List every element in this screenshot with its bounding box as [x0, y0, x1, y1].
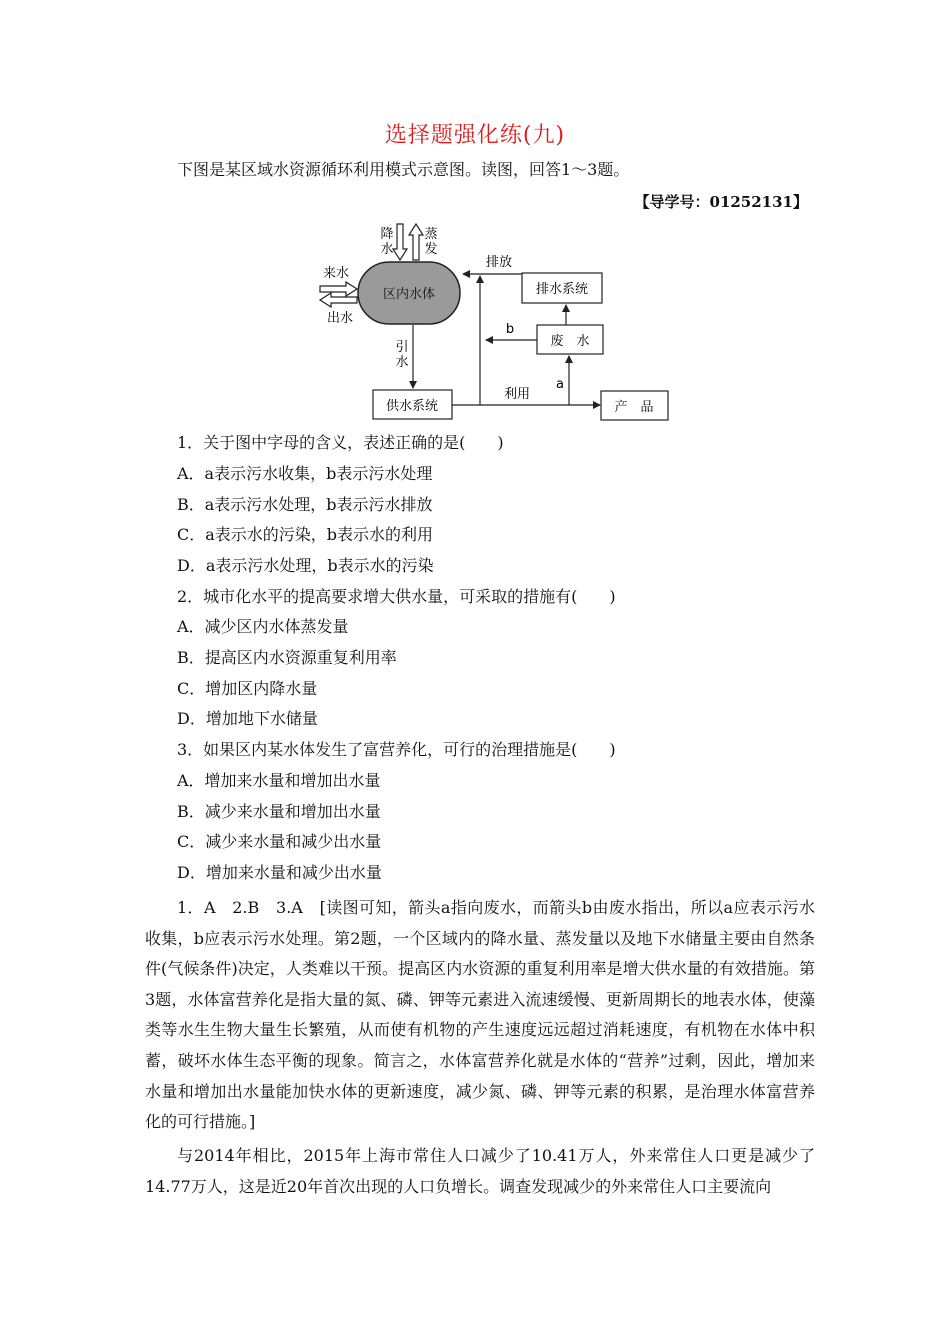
question-2-option-d: D．增加地下水储量 — [177, 709, 318, 728]
question-2-option-b: B．提高区内水资源重复利用率 — [177, 648, 397, 667]
question-3-option-d: D．增加来水量和减少出水量 — [177, 863, 382, 882]
b-label: b — [505, 322, 515, 337]
evaporation-arrow — [409, 224, 423, 260]
question-3-option-c: C．减少来水量和减少出水量 — [177, 832, 382, 851]
question-3-option-a: A．增加来水量和增加出水量 — [177, 771, 381, 790]
evaporation-label-2: 发 — [424, 242, 438, 257]
evaporation-label-1: 蒸 — [424, 227, 438, 242]
discharge-label: 排放 — [485, 255, 513, 270]
question-1-option-c: C．a表示水的污染，b表示水的利用 — [177, 525, 434, 544]
precipitation-arrow — [393, 224, 407, 260]
inflow-label: 来水 — [322, 266, 350, 281]
answer-text: 1．A 2.B 3.A [读图可知，箭头a指向废水，而箭头b由废水指出，所以a应表示污水收集，b应表示污水处理。第2题，一个区域内的降水量、蒸发量以及地下水储量主要由自然条件(气候条件)决定，人类难以干预。提高区内水资源的重复利用率是增大供水量的有效措施。第3题，水体富营养化是指大量的氮、磷、钾等元素进入流速缓慢、更新周期长的地表水体，使藻类等水生生物大量生长繁殖，从而使有机物的产生速度远远超过消耗速度，有机物在水体中积蓄，破坏水体生态平衡的现象。简言之，水体富营养化就是水体的“营养”过剩，因此，增加来水量和增加出水量能加快水体的更新速度，减少氮、磷、钾等元素的积累，是治理水体富营养化的可行措施。] — [145, 898, 815, 1132]
question-1-stem: 1．关于图中字母的含义，表述正确的是( ) — [177, 433, 504, 452]
question-1-option-a: A．a表示污水收集，b表示污水处理 — [177, 464, 433, 483]
water-cycle-diagram — [310, 218, 680, 424]
page-title: 选择题强化练(九) — [384, 123, 566, 148]
inflow-arrow — [320, 282, 357, 296]
draw-water-label-1: 引 — [395, 340, 409, 355]
question-2-option-c: C．增加区内降水量 — [177, 679, 318, 698]
drainage-system-label: 排水系统 — [535, 282, 589, 297]
question-1-option-b: B．a表示污水处理，b表示污水排放 — [177, 495, 433, 514]
precipitation-label-1: 降 — [380, 227, 394, 242]
draw-water-label-2: 水 — [395, 355, 409, 370]
precipitation-label-2: 水 — [380, 242, 394, 257]
a-label: a — [556, 377, 564, 392]
next-paragraph: 与2014年相比，2015年上海市常住人口减少了10.41万人，外来常住人口更是减少了14.77万人，这是近20年首次出现的人口负增长。调查发现减少的外来常住人口主要流向 — [145, 1146, 815, 1196]
question-3-option-b: B．减少来水量和增加出水量 — [177, 802, 381, 821]
water-body-label: 区内水体 — [382, 287, 436, 302]
answer-explanation — [145, 893, 815, 1138]
question-3-stem: 3．如果区内某水体发生了富营养化，可行的治理措施是( ) — [177, 740, 616, 759]
question-2-stem: 2．城市化水平的提高要求增大供水量，可采取的措施有( ) — [177, 587, 616, 606]
outflow-label: 出水 — [326, 311, 354, 326]
intro-text: 下图是某区域水资源循环利用模式示意图。读图，回答1～3题。 — [177, 160, 630, 179]
outflow-arrow — [320, 293, 357, 307]
use-label: 利用 — [503, 387, 531, 402]
question-2-option-a: A．减少区内水体蒸发量 — [177, 617, 349, 636]
supply-system-label: 供水系统 — [385, 399, 439, 414]
reference-number: 【导学号：01252131】 — [634, 193, 808, 211]
product-label: 产 品 — [614, 400, 654, 415]
question-1-option-d: D．a表示污水处理，b表示水的污染 — [177, 556, 434, 575]
wastewater-label: 废 水 — [550, 334, 590, 349]
